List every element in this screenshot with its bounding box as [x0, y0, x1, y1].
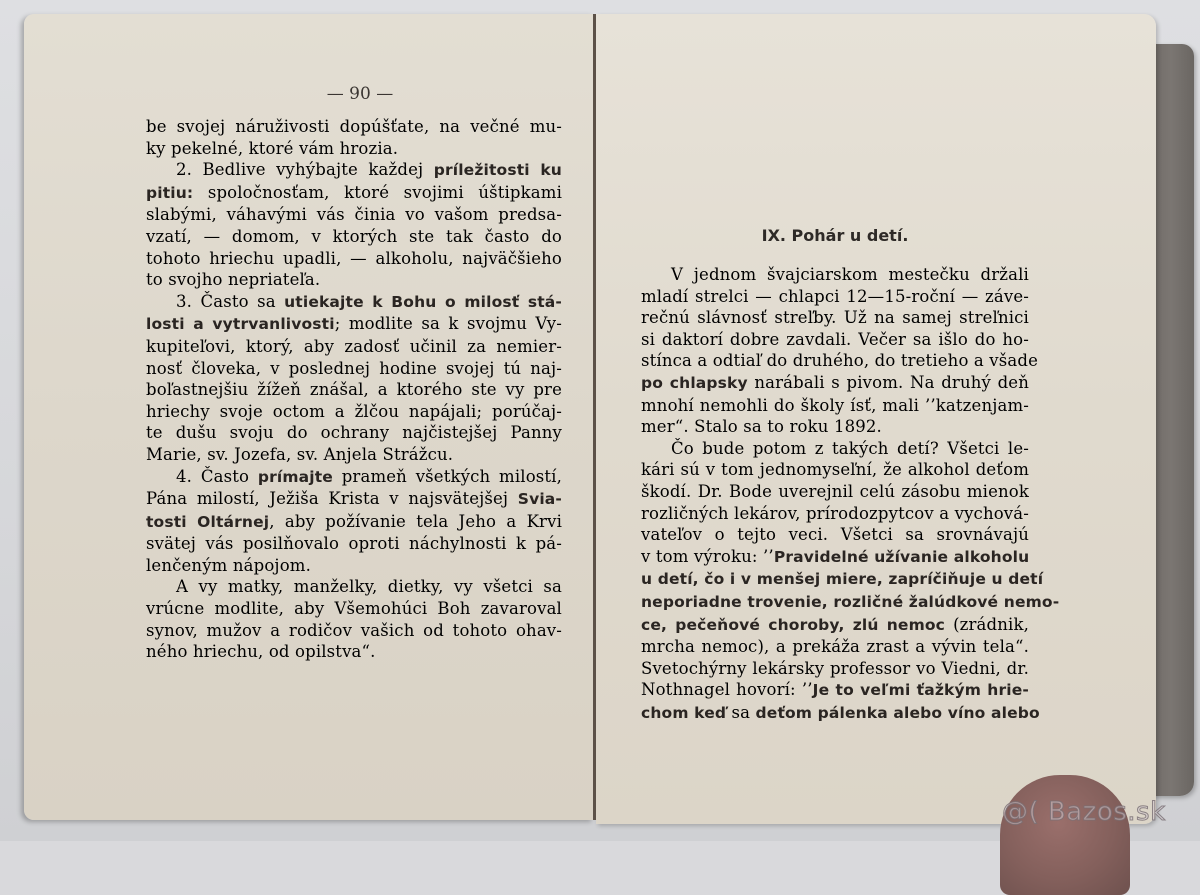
text-run: , aby požívanie tela Jeho a Krvi — [269, 511, 562, 531]
text-run: svätej vás posilňovalo oproti náchylnosti k pá- — [146, 534, 562, 554]
text-run: Nothnagel hovorí: ’’ — [641, 680, 813, 700]
bold-phrase: chom keď — [641, 703, 727, 722]
text-run: narábali s pivom. Na druhý deň — [747, 372, 1029, 392]
bold-phrase: neporiadne trovenie, rozličné žalúdkové nemo- — [641, 592, 1060, 611]
text-line — [641, 591, 1060, 614]
chapter-title: IX. Pohár u detí. — [761, 226, 909, 245]
text-line — [146, 291, 562, 314]
text-line — [641, 568, 1044, 591]
text-run: kári sú v tom jednomyseľní, že alkohol deťom — [641, 460, 1029, 480]
text-line — [641, 481, 1029, 503]
text-line — [146, 488, 562, 511]
text-run: vateľov o tejto veci. Všetci sa srovnávajú — [641, 525, 1029, 545]
text-line — [146, 533, 562, 555]
text-line — [641, 524, 1029, 546]
text-line — [146, 620, 562, 642]
bold-phrase: losti a vytrvanlivosti — [146, 315, 335, 334]
text-line — [641, 459, 1029, 481]
text-line — [146, 226, 562, 248]
thumb-photo-artifact — [1000, 775, 1130, 895]
text-run: Čo bude potom z takých detí? Všetci le- — [671, 438, 1029, 458]
text-run: vzatí, — domom, v ktorých ste tak často do — [146, 226, 562, 246]
text-line — [641, 286, 1029, 308]
text-line — [146, 379, 562, 401]
text-run: mnohí nemohli do školy ísť, mali ’’katzenjam- — [641, 395, 1029, 415]
text-run: kupiteľovi, ktorý, aby zadosť učinil za nemier- — [146, 336, 562, 356]
text-run: vrúcne modlite, aby Všemohúci Boh zavaroval — [146, 599, 562, 619]
text-run: A vy matky, manželky, dietky, vy všetci sa — [176, 577, 562, 597]
text-line — [641, 679, 1029, 702]
text-run: te dušu svoju do ochrany najčistejšej Panny — [146, 423, 562, 443]
text-run: sa — [726, 702, 756, 722]
text-line — [146, 466, 562, 489]
text-run: mrcha nemoc), a prekáža zrast a vývin tela“. — [641, 637, 1029, 657]
text-line — [641, 658, 1029, 680]
text-run: rozličných lekárov, prírodozpytcov a vychová- — [641, 503, 1029, 523]
text-run: boľastnejšiu žížeň znášal, a ktorého ste vy pre — [146, 380, 562, 400]
text-run: mladí strelci — chlapci 12—15-roční — záve- — [641, 286, 1029, 306]
text-run: stínca a odtiaľ do druhého, do tretieho a všade — [641, 351, 1039, 371]
text-run: škodí. Dr. Bode uverejnil celú zásobu mienok — [641, 481, 1029, 501]
bold-phrase: Je to veľmi ťažkým hrie- — [812, 681, 1029, 700]
text-line — [146, 204, 562, 226]
text-run: (zrádnik, — [945, 614, 1029, 634]
text-run: be svojej náruživosti dopúšťate, na večné mu- — [146, 117, 562, 136]
bold-phrase: pitiu: — [146, 183, 194, 202]
bazos-watermark: @( Bazos.sk — [1002, 797, 1166, 827]
text-line — [641, 307, 1029, 329]
bold-phrase: deťom pálenka alebo víno alebo — [755, 703, 1040, 722]
text-line — [641, 329, 1029, 351]
bold-phrase: ce, pečeňové choroby, zlú nemoc — [641, 615, 946, 634]
text-run: 3. Často sa — [176, 291, 285, 311]
text-run: spoločnosťam, ktoré svojimi úštipkami — [193, 182, 562, 202]
text-run: si daktorí dobre zavdali. Večer sa išlo do ho- — [641, 329, 1029, 349]
text-line — [641, 438, 1029, 460]
text-run: mer“. Stalo sa to roku 1892. — [641, 417, 882, 437]
text-line — [641, 702, 1040, 725]
text-run: v tom výroku: ’’ — [641, 546, 774, 566]
bold-phrase: prímajte — [257, 467, 333, 486]
text-line — [641, 416, 1029, 438]
text-line — [641, 372, 1029, 395]
text-line — [146, 598, 562, 620]
text-run: ; modlite sa k svojmu Vy- — [334, 314, 562, 334]
text-run: synov, mužov a rodičov vašich od tohoto ohav- — [146, 620, 562, 640]
text-run: to svojho nepriateľa. — [146, 270, 321, 290]
text-run: rečnú slávnosť streľby. Už na samej streľnici — [641, 308, 1029, 328]
text-line — [146, 576, 562, 598]
text-line — [146, 422, 562, 444]
text-line — [146, 358, 562, 380]
text-line — [641, 350, 1039, 372]
text-run: ného hriechu, od opilstva“. — [146, 642, 376, 662]
text-line — [146, 555, 562, 577]
text-line — [146, 269, 562, 291]
text-line — [641, 264, 1029, 286]
bold-phrase: Svia- — [517, 490, 562, 509]
text-line — [146, 444, 562, 466]
text-line — [146, 336, 562, 358]
text-run: 4. Často — [176, 466, 258, 486]
text-line — [146, 641, 562, 663]
text-run: V jednom švajciarskom mestečku držali — [671, 265, 1029, 284]
bold-phrase: príležitosti ku — [433, 161, 562, 180]
text-line — [146, 313, 562, 336]
text-run: nosť človeka, v poslednej hodine svojej tú naj- — [146, 358, 562, 378]
text-line — [146, 182, 562, 205]
text-run: Pána milostí, Ježiša Krista v najsvätejšej — [146, 489, 518, 509]
text-line — [641, 614, 1029, 637]
bold-phrase: po chlapsky — [641, 373, 748, 392]
text-line — [146, 159, 562, 182]
text-run: slabými, váhavými vás činia vo vašom predsa- — [146, 205, 562, 225]
text-run: ky pekelné, ktoré vám hrozia. — [146, 138, 399, 158]
text-run: Marie, sv. Jozefa, sv. Anjela Strážcu. — [146, 444, 454, 464]
bold-phrase: tosti Oltárnej — [146, 512, 270, 531]
text-line — [146, 401, 562, 423]
left-page-text — [146, 116, 562, 663]
text-run: 2. Bedlive vyhýbajte každej — [176, 160, 434, 180]
text-line — [146, 511, 562, 534]
text-line — [641, 395, 1029, 417]
text-line — [641, 636, 1029, 658]
text-run: prameň všetkých milostí, — [332, 466, 562, 486]
text-run: lenčeným nápojom. — [146, 555, 311, 575]
text-line — [641, 546, 1029, 569]
right-page-text — [641, 264, 1060, 724]
text-line — [146, 116, 562, 138]
bold-phrase: Pravidelné užívanie alkoholu — [773, 547, 1030, 566]
book-gutter — [593, 14, 596, 820]
text-line — [146, 248, 562, 270]
text-run: tohoto hriechu upadli, — alkoholu, najväčšieho — [146, 248, 562, 268]
text-run: Svetochýrny lekársky professor vo Viedni, dr. — [641, 658, 1029, 678]
bold-phrase: u detí, čo i v menšej miere, zapríčiňuje u detí — [641, 570, 1044, 589]
text-run: hriechy svoje octom a žlčou napájali; porúčaj- — [146, 401, 562, 421]
bold-phrase: utiekajte k Bohu o milosť stá- — [284, 292, 562, 311]
text-line — [146, 138, 562, 160]
text-line — [641, 503, 1029, 525]
page-number: — 90 — — [326, 84, 394, 104]
